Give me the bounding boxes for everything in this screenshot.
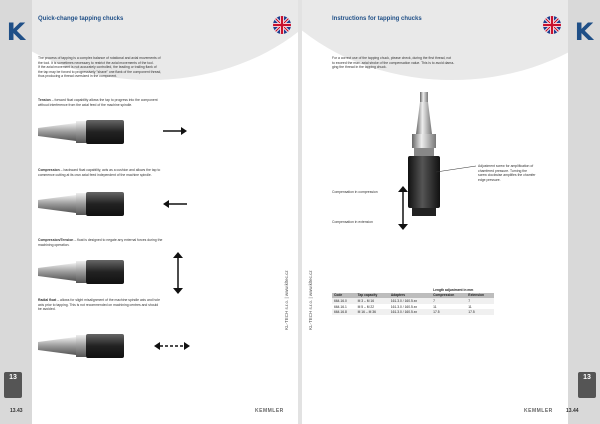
left-page-number: 13.43	[10, 408, 23, 414]
tapping-chuck-image-compression	[38, 190, 128, 218]
chapter-tab[interactable]: 13	[4, 372, 22, 398]
tapping-chuck-image-tension	[38, 118, 128, 146]
callout-line	[436, 164, 478, 174]
arrow-up-down-icon	[173, 252, 183, 294]
left-side-band	[0, 0, 32, 424]
kemmler-logo-right: K	[574, 18, 594, 46]
table-row: 664.16.1 M 5 – M 22 161.3.0 / 160.5.xx 11 11	[334, 304, 472, 309]
left-side-vertical-text: KL-TECH s.r.o. | www.kltec.cz	[284, 270, 289, 330]
col-extension: Extension	[466, 293, 494, 299]
table-row: 664.16.0 M 3 – M 16 161.3.0 / 160.5.xx 7 7	[332, 298, 494, 304]
arrow-right-icon	[163, 127, 187, 135]
arrow-left-right-dashed-icon	[154, 342, 190, 350]
section-tension: Tension – forward float capability allows the tap to progress into the component without interference from the axial feed of the machine spindle.	[38, 98, 158, 107]
right-page-title: Instructions for tapping chucks	[332, 16, 422, 22]
left-page	[0, 0, 298, 424]
kemmler-logo: K	[6, 18, 26, 46]
chapter-tab-right[interactable]: 13	[578, 372, 596, 398]
col-tap-capacity: Tap capacity	[356, 293, 389, 299]
table-row: 664.16.8 M 16 – M 36 161.3.0 / 160.5.xx 17.5 17.5	[332, 309, 494, 315]
left-page-title: Quick-change tapping chucks	[38, 16, 124, 22]
tapping-chuck-image-compression-tension	[38, 258, 128, 286]
label-compression: Compensation in compression	[332, 190, 378, 194]
right-brand: KEMMLER	[524, 408, 553, 414]
left-brand: KEMMLER	[255, 408, 284, 414]
right-page-number: 13.44	[566, 408, 579, 414]
col-compression: Compression	[431, 293, 466, 299]
right-intro: For a correct use of the tapping chuck, please check, during the first thread, not to exceed the max. axial stroke of the compensation value. This is to avoid dama- ging the thread in the tapping chuck.	[332, 56, 455, 70]
right-side-vertical-text: KL-TECH s.r.o. | www.kltec.cz	[308, 270, 313, 330]
table-group-header: Length adjustment in mm	[433, 287, 474, 292]
tapping-chuck-image-radial	[38, 332, 128, 360]
right-side-band	[568, 0, 600, 424]
col-code: Code	[332, 293, 356, 299]
uk-flag-icon[interactable]	[273, 16, 291, 34]
label-extension: Compensation in extension	[332, 220, 373, 224]
col-adapters: Adapters	[389, 293, 431, 299]
length-adjustment-table	[332, 287, 494, 315]
adjustment-screw-callout: Adjustment screw for amplification of chamfered pressure. Turning the screw clockwise amplifies the chamfer edge pressure.	[478, 164, 536, 182]
left-intro: The process of tapping is a complex balance of rotational and axial movements of the tool. It is sometimes necessary to restrict the axial movements of the tool. If the axial movement is not accurately controlled, the leading or trailing flank of the tap may be forced to progressively "shave" one flank of the component thread, thus producing a thread oversized in the component.	[38, 56, 162, 79]
section-radial-float: Radial float – allows for slight misalignment of the machine spindle axis and hole axis prior to tapping. This is not recommended on machining centres and should be avoided.	[38, 298, 160, 312]
arrow-left-icon	[163, 200, 187, 208]
section-compression-tension: Compression/Tension – float is designed to negate any external forces during the machining operation.	[38, 238, 163, 247]
right-page	[302, 0, 600, 424]
uk-flag-icon-right[interactable]	[543, 16, 561, 34]
section-compression: Compression – backward float capability, acts as a cushion and allows the tap to commence cutting at its own axial feed independent of the machine spindle.	[38, 168, 161, 177]
arrow-up-down-icon-right	[398, 186, 408, 230]
